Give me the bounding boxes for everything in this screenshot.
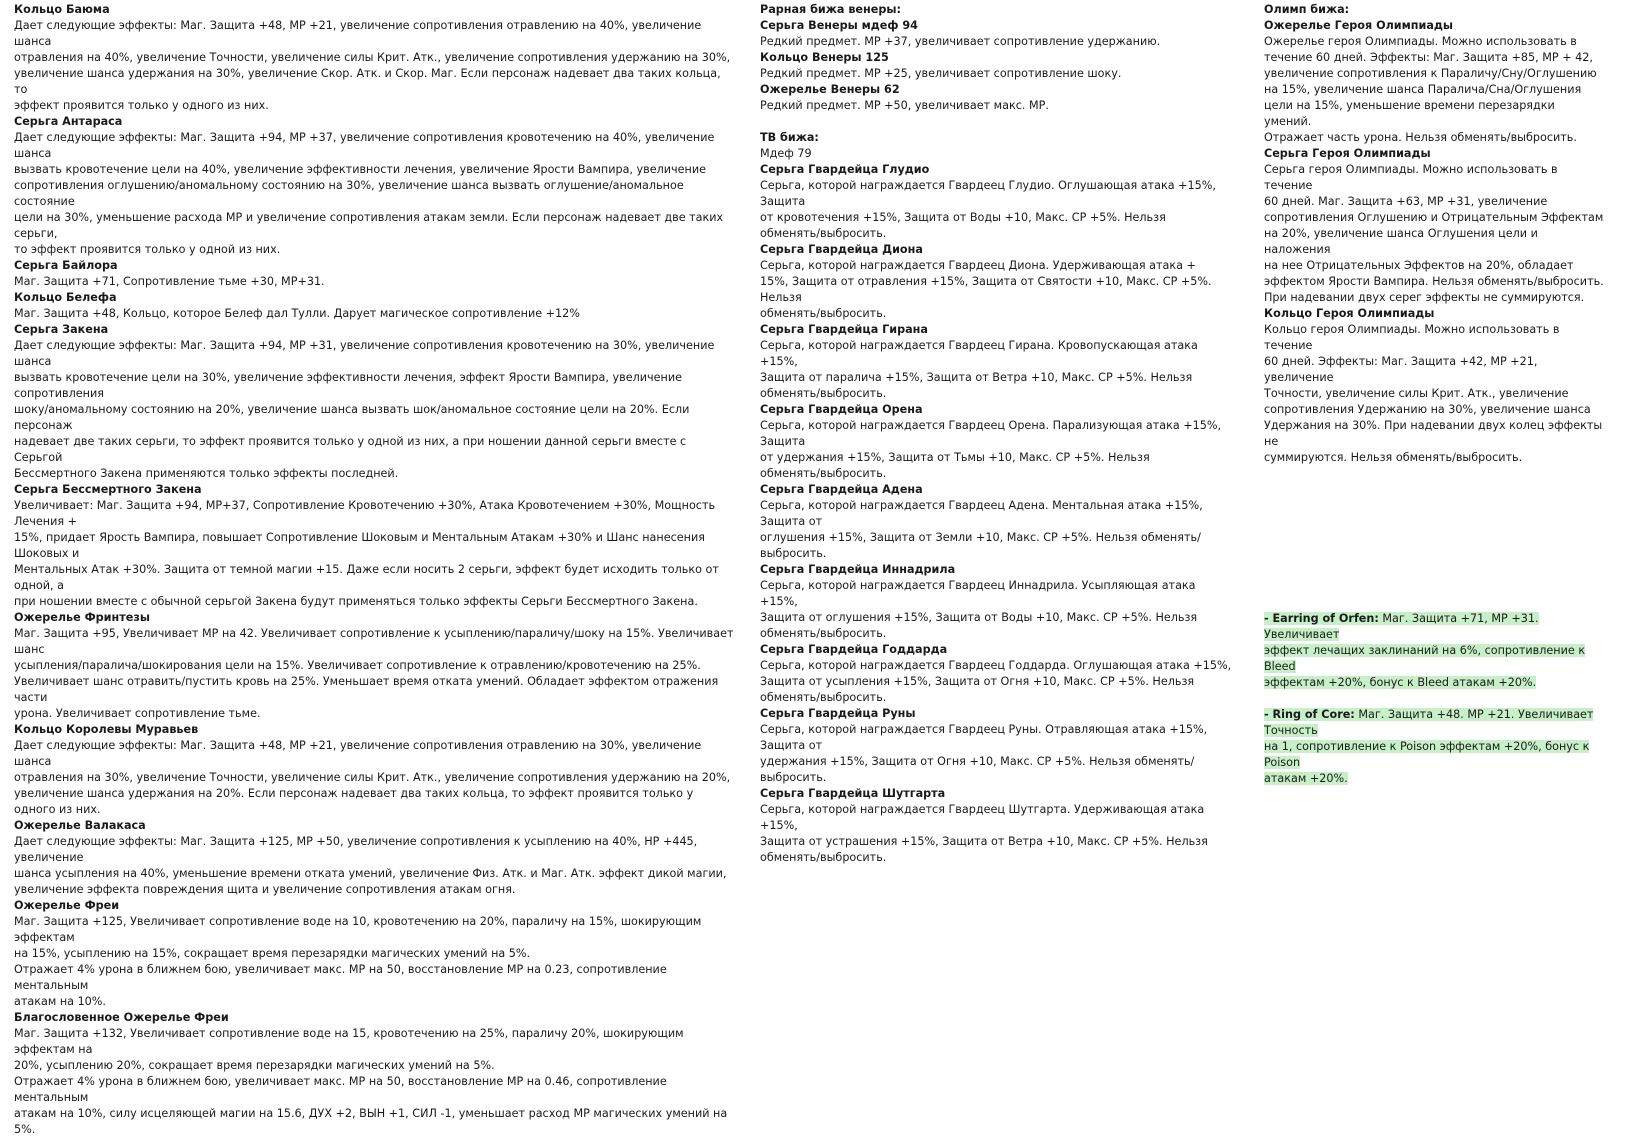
olympiad-item-text-line: Точности, увеличение силы Крит. Атк., увеличение <box>1264 387 1569 400</box>
item-title: Ожерелье Валакаса <box>14 819 146 832</box>
tv-item-entry <box>760 706 1235 786</box>
olympiad-item-text-line: на 20%, увеличение шанса Оглушения цели и наложения <box>1264 227 1538 256</box>
tv-item-text-line: обменять/выбросить. <box>760 691 887 704</box>
item-text-line: Дает следующие эффекты: Маг. Защита +48, МР +21, увеличение сопротивления отравлению на 40%, увеличение шанса <box>14 19 702 48</box>
highlight-title: - Ring of Core: <box>1264 708 1355 721</box>
highlight-note <box>1264 707 1604 787</box>
venus-item-entry <box>760 82 1235 114</box>
tv-item-entry <box>760 162 1235 242</box>
tv-item-entry <box>760 562 1235 642</box>
item-title: Серьга Антараса <box>14 115 123 128</box>
tv-item-title: Серьга Гвардейца Годдарда <box>760 643 948 656</box>
item-title: Ожерелье Фреи <box>14 899 120 912</box>
section-heading-olympiad: Олимп бижа: <box>1264 3 1350 16</box>
highlight-text: эффектам +20%, бонус к Bleed атакам +20%. <box>1264 676 1537 689</box>
tv-item-text-line: от удержания +15%, Защита от Тьмы +10, Макс. СР +5%. Нельзя <box>760 451 1150 464</box>
tv-item-text-line: 15%, Защита от отравления +15%, Защита от Святости +10, Макс. СР +5%. Нельзя <box>760 275 1212 304</box>
tv-item-text-line: оглушения +15%, Защита от Земли +10, Макс. СР +5%. Нельзя обменять/выбросить. <box>760 531 1201 560</box>
tv-item-entry <box>760 482 1235 562</box>
olympiad-item-text-line: на 15%, увеличение шанса Паралича/Сна/Оглушения <box>1264 83 1582 96</box>
olympiad-item-entry <box>1264 18 1604 146</box>
item-title: Ожерелье Фринтезы <box>14 611 150 624</box>
olympiad-item-text-line: При надевании двух серег эффекты не суммируются. <box>1264 291 1585 304</box>
tv-item-text-line: Защита от устрашения +15%, Защита от Ветра +10, Макс. СР +5%. Нельзя <box>760 835 1208 848</box>
item-entry <box>14 290 734 322</box>
tv-item-entry <box>760 402 1235 482</box>
tv-item-text-line: от кровотечения +15%, Защита от Воды +10, Макс. СР +5%. Нельзя <box>760 211 1166 224</box>
tv-item-text-line: обменять/выбросить. <box>760 307 887 320</box>
olympiad-item-text-line: течение 60 дней. Эффекты: Маг. Защита +85, МР + 42, <box>1264 51 1593 64</box>
item-entry <box>14 818 734 898</box>
olympiad-item-text-line: Ожерелье героя Олимпиады. Можно использовать в <box>1264 35 1577 48</box>
venus-item-text-line: Редкий предмет. МР +37, увеличивает сопротивление удержанию. <box>760 35 1161 48</box>
item-text-line: увеличение шанса удержания на 20%. Если персонаж надевает два таких кольца, то эффект проявится только у одного из них. <box>14 787 694 816</box>
item-text-line: вызвать кровотечение цели на 30%, увеличение эффективности лечения, эффект Ярости Вампира, увеличение сопротивления <box>14 371 682 400</box>
item-text-line: надевает две таких серьги, то эффект проявится только у одной из них, а при ношении данной серьги вместе с Серьгой <box>14 435 687 464</box>
highlight-text: на 1, сопротивление к Poison эффектам +20%, бонус к Poison <box>1264 740 1590 769</box>
item-entry <box>14 898 734 1010</box>
middle-column <box>760 2 1235 866</box>
item-text-line: на 15%, усыплению на 15%, сокращает время перезарядки магических умений на 5%. <box>14 947 531 960</box>
tv-item-text-line: обменять/выбросить. <box>760 227 887 240</box>
item-title: Серьга Байлора <box>14 259 118 272</box>
highlight-title: - Earring of Orfen: <box>1264 612 1379 625</box>
item-text-line: Дает следующие эффекты: Маг. Защита +48, МР +21, увеличение сопротивления отравлению на 30%, увеличение шанса <box>14 739 702 768</box>
highlight-line <box>1264 739 1604 771</box>
olympiad-item-text-line: увеличение сопротивления к Параличу/Сну/Оглушению <box>1264 67 1597 80</box>
tv-item-title: Серьга Гвардейца Шутгарта <box>760 787 946 800</box>
tv-item-text-line: Серьга, которой награждается Гвардеец Руны. Отравляющая атака +15%, Защита от <box>760 723 1208 752</box>
item-text-line: Дает следующие эффекты: Маг. Защита +94, МР +37, увеличение сопротивления кровотечению на 40%, увеличение шанса <box>14 131 715 160</box>
highlight-note <box>1264 611 1604 691</box>
item-text-line: Маг. Защита +125, Увеличивает сопротивление воде на 10, кровотечению на 20%, параличу на 15%, шокирующим эффектам <box>14 915 702 944</box>
tv-item-title: Серьга Гвардейца Диона <box>760 243 923 256</box>
olympiad-item-entry <box>1264 306 1604 466</box>
venus-item-entry <box>760 18 1235 50</box>
item-text-line: то эффект проявится только у одной из них. <box>14 243 281 256</box>
item-text-line: атакам на 10%. <box>14 995 106 1008</box>
highlight-text: атакам +20%. <box>1264 772 1348 785</box>
left-column <box>14 2 734 1138</box>
venus-item-title: Кольцо Венеры 125 <box>760 51 889 64</box>
item-text-line: 20%, усыплению 20%, сокращает время перезарядки магических умений на 5%. <box>14 1059 495 1072</box>
highlight-text: эффект лечащих заклинаний на 6%, сопротивление к Bleed <box>1264 644 1586 673</box>
item-text-line: отравления на 40%, увеличение Точности, увеличение силы Крит. Атк., увеличение сопротивления удержанию на 30%, <box>14 51 731 64</box>
venus-item-text-line: Редкий предмет. МР +25, увеличивает сопротивление шоку. <box>760 67 1122 80</box>
item-entry <box>14 114 734 258</box>
item-text-line: Отражает 4% урона в ближнем бою, увеличивает макс. МР на 50, восстановление МР на 0.46, сопротивление ментальным <box>14 1075 667 1104</box>
olympiad-item-text-line: Отражает часть урона. Нельзя обменять/выбросить. <box>1264 131 1577 144</box>
section-subheading-mdef: Мдеф 79 <box>760 147 812 160</box>
olympiad-item-text-line: сопротивления Удержанию на 30%, увеличение шанса <box>1264 403 1591 416</box>
item-text-line: шанса усыпления на 40%, уменьшение времени отката умений, увеличение Физ. Атк. и Маг. Атк. эффект дикой магии, <box>14 867 727 880</box>
item-title: Серьга Бессмертного Закена <box>14 483 202 496</box>
section-heading-tv: ТВ бижа: <box>760 131 819 144</box>
item-text-line: при ношении вместе с обычной серьгой Закена будут применяться только эффекты Серьги Бессмертного Закена. <box>14 595 698 608</box>
olympiad-item-title: Серьга Героя Олимпиады <box>1264 147 1431 160</box>
item-text-line: атакам на 10%, силу исцеляющей магии на 15.6, ДУХ +2, ВЫН +1, СИЛ -1, уменьшает расход МР магических умений на 5%. <box>14 1107 728 1136</box>
highlight-text: Маг. Защита +71, МР +31. Увеличивает <box>1264 612 1539 641</box>
venus-items <box>760 18 1235 114</box>
item-text-line: Увеличивает: Маг. Защита +94, МР+37, Сопротивление Кровотечению +30%, Атака Кровотечением +30%, Мощность Лечения + <box>14 499 716 528</box>
olympiad-item-title: Ожерелье Героя Олимпиады <box>1264 19 1454 32</box>
item-text-line: усыпления/паралича/шокирования цели на 15%. Увеличивает сопротивление к отравлению/кровотечению на 25%. <box>14 659 701 672</box>
olympiad-item-text-line: на нее Отрицательных Эффектов на 20%, обладает <box>1264 259 1574 272</box>
venus-item-text-line: Редкий предмет. МР +50, увеличивает макс. МР. <box>760 99 1049 112</box>
item-title: Кольцо Баюма <box>14 3 110 16</box>
tv-item-title: Серьга Гвардейца Глудио <box>760 163 930 176</box>
tv-item-entry <box>760 786 1235 866</box>
item-text-line: урона. Увеличивает сопротивление тьме. <box>14 707 261 720</box>
tv-item-entry <box>760 242 1235 322</box>
item-text-line: 15%, придает Ярость Вампира, повышает Сопротивление Шоковым и Ментальным Атакам +30% и Шанс нанесения Шоковых и <box>14 531 705 560</box>
tv-items <box>760 162 1235 866</box>
tv-item-text-line: Серьга, которой награждается Гвардеец Орена. Парализующая атака +15%, Защита <box>760 419 1222 448</box>
section-heading-venus: Рарная бижа венеры: <box>760 3 901 16</box>
item-title: Серьга Закена <box>14 323 109 336</box>
venus-item-title: Серьга Венеры мдеф 94 <box>760 19 918 32</box>
item-text-line: Маг. Защита +48, Кольцо, которое Белеф дал Тулли. Дарует магическое сопротивление +12% <box>14 307 580 320</box>
tv-item-text-line: обменять/выбросить. <box>760 387 887 400</box>
tv-item-title: Серьга Гвардейца Орена <box>760 403 923 416</box>
item-text-line: Увеличивает шанс отравить/пустить кровь на 25%. Уменьшает время отката умений. Обладает эффектом отражения части <box>14 675 719 704</box>
olympiad-item-text-line: эффектом Ярости Вампира. Нельзя обменять/выбросить. <box>1264 275 1604 288</box>
item-text-line: Маг. Защита +71, Сопротивление тьме +30, МР+31. <box>14 275 325 288</box>
tv-item-text-line: Защита от паралича +15%, Защита от Ветра +10, Макс. СР +5%. Нельзя <box>760 371 1193 384</box>
tv-item-entry <box>760 322 1235 402</box>
item-text-line: цели на 30%, уменьшение расхода МР и увеличение сопротивления атакам земли. Если персонаж надевает две таких серьги, <box>14 211 724 240</box>
highlight-line <box>1264 675 1604 691</box>
tv-item-title: Серьга Гвардейца Иннадрила <box>760 563 956 576</box>
tv-item-title: Серьга Гвардейца Руны <box>760 707 916 720</box>
item-entry <box>14 482 734 610</box>
tv-item-title: Серьга Гвардейца Адена <box>760 483 923 496</box>
item-text-line: увеличение шанса удержания на 30%, увеличение Скор. Атк. и Скор. Маг. Если персонаж надевает два таких кольца, то <box>14 67 721 96</box>
olympiad-item-text-line: цели на 15%, уменьшение времени перезарядки умений. <box>1264 99 1555 128</box>
item-title: Благословенное Ожерелье Фреи <box>14 1011 229 1024</box>
venus-item-entry <box>760 50 1235 82</box>
item-text-line: Дает следующие эффекты: Маг. Защита +125, МР +50, увеличение сопротивления к усыплению на 40%, НР +445, увеличение <box>14 835 698 864</box>
tv-item-text-line: Защита от оглушения +15%, Защита от Воды +10, Макс. СР +5%. Нельзя <box>760 611 1198 624</box>
tv-item-text-line: Серьга, которой награждается Гвардеец Глудио. Оглушающая атака +15%, Защита <box>760 179 1216 208</box>
tv-item-entry <box>760 642 1235 706</box>
tv-item-text-line: Серьга, которой награждается Гвардеец Годдарда. Оглушающая атака +15%, <box>760 659 1232 672</box>
tv-item-title: Серьга Гвардейца Гирана <box>760 323 928 336</box>
highlight-line <box>1264 771 1604 787</box>
item-text-line: Бессмертного Закена применяются только эффекты последней. <box>14 467 399 480</box>
item-title: Кольцо Белефа <box>14 291 117 304</box>
olympiad-item-text-line: Удержания на 30%. При надевании двух колец эффекты не <box>1264 419 1603 448</box>
item-entry <box>14 722 734 818</box>
item-text-line: Маг. Защита +132, Увеличивает сопротивление воде на 15, кровотечению на 25%, параличу 20%, шокирующим эффектам на <box>14 1027 684 1056</box>
venus-item-title: Ожерелье Венеры 62 <box>760 83 900 96</box>
tv-item-text-line: Серьга, которой награждается Гвардеец Шутгарта. Удерживающая атака +15%, <box>760 803 1205 832</box>
item-text-line: вызвать кровотечение цели на 40%, увеличение эффективности лечения, увеличение Ярости Вампира, увеличение <box>14 163 707 176</box>
item-text-line: Отражает 4% урона в ближнем бою, увеличивает макс. МР на 50, восстановление МР на 0.23, сопротивление ментальным <box>14 963 667 992</box>
item-entry <box>14 610 734 722</box>
tv-item-text-line: Серьга, которой награждается Гвардеец Адена. Ментальная атака +15%, Защита от <box>760 499 1203 528</box>
olympiad-item-text-line: суммируются. Нельзя обменять/выбросить. <box>1264 451 1523 464</box>
item-text-line: Маг. Защита +95, Увеличивает МР на 42. Увеличивает сопротивление к усыплению/параличу/шоку на 15%. Увеличивает шанс <box>14 627 734 656</box>
item-text-line: сопротивления оглушению/аномальному состоянию на 30%, увеличение шанса вызвать оглушение/аномальное состояние <box>14 179 684 208</box>
olympiad-item-text-line: 60 дней. Маг. Защита +63, МР +31, увеличение <box>1264 195 1548 208</box>
highlighted-notes <box>1264 611 1604 787</box>
olympiad-items <box>1264 18 1604 466</box>
item-entry <box>14 258 734 290</box>
item-entry <box>14 1010 734 1138</box>
right-column <box>1264 2 1604 787</box>
tv-item-text-line: Серьга, которой награждается Гвардеец Диона. Удерживающая атака + <box>760 259 1196 272</box>
olympiad-item-text-line: сопротивления Оглушению и Отрицательным Эффектам <box>1264 211 1604 224</box>
olympiad-item-text-line: Кольцо героя Олимпиады. Можно использовать в течение <box>1264 323 1560 352</box>
item-text-line: увеличение эффекта повреждения щита и увеличение сопротивления атакам огня. <box>14 883 516 896</box>
highlight-text: Маг. Защита +48. МР +21. Увеличивает Точность <box>1264 708 1594 737</box>
tv-item-text-line: обменять/выбросить. <box>760 627 887 640</box>
tv-item-text-line: Серьга, которой награждается Гвардеец Гирана. Кровопускающая атака +15%, <box>760 339 1198 368</box>
tv-item-text-line: обменять/выбросить. <box>760 467 887 480</box>
olympiad-item-title: Кольцо Героя Олимпиады <box>1264 307 1435 320</box>
item-title: Кольцо Королевы Муравьев <box>14 723 199 736</box>
item-text-line: Дает следующие эффекты: Маг. Защита +94, МР +31, увеличение сопротивления кровотечению на 30%, увеличение шанса <box>14 339 715 368</box>
item-text-line: эффект проявится только у одного из них. <box>14 99 269 112</box>
tv-item-text-line: удержания +15%, Защита от Огня +10, Макс. СР +5%. Нельзя обменять/выбросить. <box>760 755 1195 784</box>
olympiad-item-entry <box>1264 146 1604 306</box>
item-text-line: Ментальных Атак +30%. Защита от темной магии +15. Даже если носить 2 серьги, эффект будет исходить только от одной, а <box>14 563 719 592</box>
tv-item-text-line: обменять/выбросить. <box>760 851 887 864</box>
item-entry <box>14 322 734 482</box>
olympiad-item-text-line: Серьга героя Олимпиады. Можно использовать в течение <box>1264 163 1558 192</box>
item-entry <box>14 2 734 114</box>
item-text-line: шоку/аномальному состоянию на 20%, увеличение шанса вызвать шок/аномальное состояние цели на 20%. Если персонаж <box>14 403 690 432</box>
tv-item-text-line: Серьга, которой награждается Гвардеец Иннадрила. Усыпляющая атака +15%, <box>760 579 1196 608</box>
highlight-line <box>1264 643 1604 675</box>
item-text-line: отравления на 30%, увеличение Точности, увеличение силы Крит. Атк., увеличение сопротивления удержанию на 20%, <box>14 771 731 784</box>
highlight-line <box>1264 611 1604 643</box>
highlight-line <box>1264 707 1604 739</box>
tv-item-text-line: Защита от усыпления +15%, Защита от Огня +10, Макс. СР +5%. Нельзя <box>760 675 1195 688</box>
olympiad-item-text-line: 60 дней. Эффекты: Маг. Защита +42, МР +21, увеличение <box>1264 355 1538 384</box>
